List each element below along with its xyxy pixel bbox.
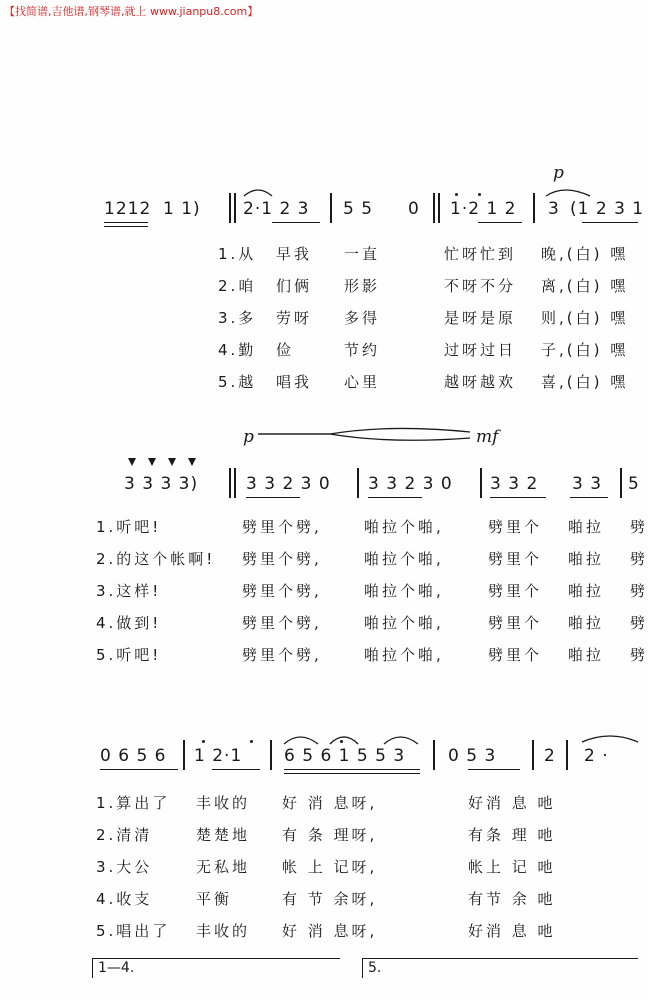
lyric-syllable: 劈里个劈, <box>242 614 322 632</box>
lyric-syllable: 好消 息 吔 <box>468 794 556 812</box>
lyric-syllable: 啪拉 <box>568 518 605 536</box>
slur-mark <box>244 190 272 196</box>
lyric-syllable: 4.收支 <box>96 890 153 908</box>
lyric-syllable: 劳呀 <box>276 309 313 327</box>
lyric-syllable: 一直 <box>344 245 381 263</box>
lyric-syllable: 喜,(白) 嘿 <box>541 373 629 391</box>
note-group: 0 5 3 <box>448 746 497 766</box>
lyric-syllable: 帐上 记 吔 <box>468 858 556 876</box>
lyric-syllable: 5.唱出了 <box>96 922 171 940</box>
slur-mark <box>330 737 358 744</box>
note-group: 1212 <box>104 199 152 219</box>
lyric-syllable: 1.从 <box>218 245 257 263</box>
note-group: 3 3 3 3) <box>124 474 199 494</box>
accent-mark <box>128 458 136 466</box>
lyric-syllable: 丰收的 <box>196 922 251 940</box>
lyric-syllable: 啪拉个啪, <box>364 646 444 664</box>
lyric-syllable: 晚,(白) 嘿 <box>541 245 629 263</box>
note-group: 0 6 5 6 <box>100 746 167 766</box>
lyric-syllable: 2.咱 <box>218 277 257 295</box>
crescendo-hairpin <box>258 434 470 440</box>
lyric-syllable: 5.越 <box>218 373 257 391</box>
accent-mark <box>148 458 156 466</box>
lyric-syllable: 节约 <box>344 341 381 359</box>
lyric-syllable: 2.清清 <box>96 826 153 844</box>
lyric-syllable: 楚楚地 <box>196 826 251 844</box>
note-group: 2 <box>544 746 556 766</box>
note-group: 1 2·1 <box>194 746 243 766</box>
lyric-syllable: 有 节 余呀, <box>282 890 378 908</box>
lyric-syllable: 啪拉个啪, <box>364 518 444 536</box>
volta-second-label: 5. <box>368 960 382 976</box>
volta-first-label: 1—4. <box>98 960 135 976</box>
lyric-syllable: 劈里个 <box>488 518 543 536</box>
note-group: 5 5 <box>343 199 374 219</box>
note-group: 3 3 2 <box>490 474 539 494</box>
dynamic-mark: p <box>553 163 564 183</box>
lyric-syllable: 啪拉 <box>568 614 605 632</box>
lyric-syllable: 离,(白) 嘿 <box>541 277 629 295</box>
lyric-syllable: 有条 理 吔 <box>468 826 556 844</box>
lyric-syllable: 们俩 <box>276 277 313 295</box>
lyric-syllable: 心里 <box>344 373 381 391</box>
lyric-syllable: 劈 <box>630 550 648 568</box>
crescendo-hairpin <box>258 428 470 434</box>
lyric-syllable: 啪拉 <box>568 582 605 600</box>
lyric-syllable: 劈里个劈, <box>242 582 322 600</box>
lyric-syllable: 劈里个劈, <box>242 550 322 568</box>
lyric-syllable: 越呀越欢 <box>444 373 517 391</box>
lyric-syllable: 啪拉 <box>568 646 605 664</box>
note-group: 3 3 <box>572 474 603 494</box>
lyric-syllable: 3.这样! <box>96 582 162 600</box>
slur-mark <box>582 736 638 742</box>
lyric-syllable: 子,(白) 嘿 <box>541 341 629 359</box>
accent-mark <box>188 458 196 466</box>
lyric-syllable: 劈里个 <box>488 550 543 568</box>
note-group: 3 3 2 3 0 <box>368 474 453 494</box>
lyric-syllable: 是呀是原 <box>444 309 517 327</box>
note-group: 2·1 2 3 <box>243 199 310 219</box>
lyric-syllable: 劈里个 <box>488 582 543 600</box>
note-group: 6 5 6 1 5 5 3 <box>284 746 406 766</box>
lyric-syllable: 3.多 <box>218 309 257 327</box>
lyric-syllable: 则,(白) 嘿 <box>541 309 629 327</box>
lyric-syllable: 1.算出了 <box>96 794 171 812</box>
lyric-syllable: 好消 息 吔 <box>468 922 556 940</box>
lyric-syllable: 劈里个劈, <box>242 518 322 536</box>
lyric-syllable: 俭 <box>276 341 295 359</box>
lyric-syllable: 好 消 息呀, <box>282 922 378 940</box>
note-group: 3 <box>548 199 560 219</box>
lyric-syllable: 丰收的 <box>196 794 251 812</box>
lyric-syllable: 1.听吧! <box>96 518 162 536</box>
site-banner[interactable]: 【找简谱,吉他谱,钢琴谱,就上 www.jianpu8.com】 <box>4 5 259 18</box>
lyric-syllable: 啪拉个啪, <box>364 550 444 568</box>
lyric-syllable: 好 消 息呀, <box>282 794 378 812</box>
note-group: 5 <box>628 474 640 494</box>
lyric-syllable: 劈里个 <box>488 614 543 632</box>
lyric-syllable: 4.做到! <box>96 614 162 632</box>
note-group: 3 3 2 3 0 <box>246 474 331 494</box>
lyric-syllable: 啪拉个啪, <box>364 582 444 600</box>
lyric-syllable: 劈 <box>630 582 648 600</box>
lyric-syllable: 劈里个劈, <box>242 646 322 664</box>
lyric-syllable: 多得 <box>344 309 381 327</box>
lyric-syllable: 平衡 <box>196 890 233 908</box>
note-group: (1 2 3 1 <box>570 199 645 219</box>
lyric-syllable: 忙呀忙到 <box>444 245 517 263</box>
lyric-syllable: 劈 <box>630 518 648 536</box>
lyric-syllable: 形影 <box>344 277 381 295</box>
lyric-syllable: 过呀过日 <box>444 341 517 359</box>
lyric-syllable: 劈 <box>630 646 648 664</box>
lyric-syllable: 不呀不分 <box>444 277 517 295</box>
slur-mark <box>284 737 318 744</box>
lyric-syllable: 唱我 <box>276 373 313 391</box>
lyric-syllable: 啪拉个啪, <box>364 614 444 632</box>
lyric-syllable: 啪拉 <box>568 550 605 568</box>
lyric-syllable: 3.大公 <box>96 858 153 876</box>
lyric-syllable: 无私地 <box>196 858 251 876</box>
note-group: 2 · <box>584 746 609 766</box>
slur-mark <box>384 737 418 744</box>
slur-mark <box>546 190 590 196</box>
dynamic-mark: mf <box>476 427 499 447</box>
lyric-syllable: 劈里个 <box>488 646 543 664</box>
lyric-syllable: 有 条 理呀, <box>282 826 378 844</box>
lyric-syllable: 4.勤 <box>218 341 257 359</box>
lyric-syllable: 早我 <box>276 245 313 263</box>
lyric-syllable: 2.的这个帐啊! <box>96 550 216 568</box>
note-group: 1 1) <box>163 199 201 219</box>
note-group: 1·2 1 2 <box>450 199 517 219</box>
dynamic-mark: p <box>243 427 254 447</box>
lyric-syllable: 有节 余 吔 <box>468 890 556 908</box>
lyric-syllable: 帐 上 记呀, <box>282 858 378 876</box>
accent-mark <box>168 458 176 466</box>
lyric-syllable: 劈 <box>630 614 648 632</box>
lyric-syllable: 5.听吧! <box>96 646 162 664</box>
note-group: 0 <box>408 199 420 219</box>
